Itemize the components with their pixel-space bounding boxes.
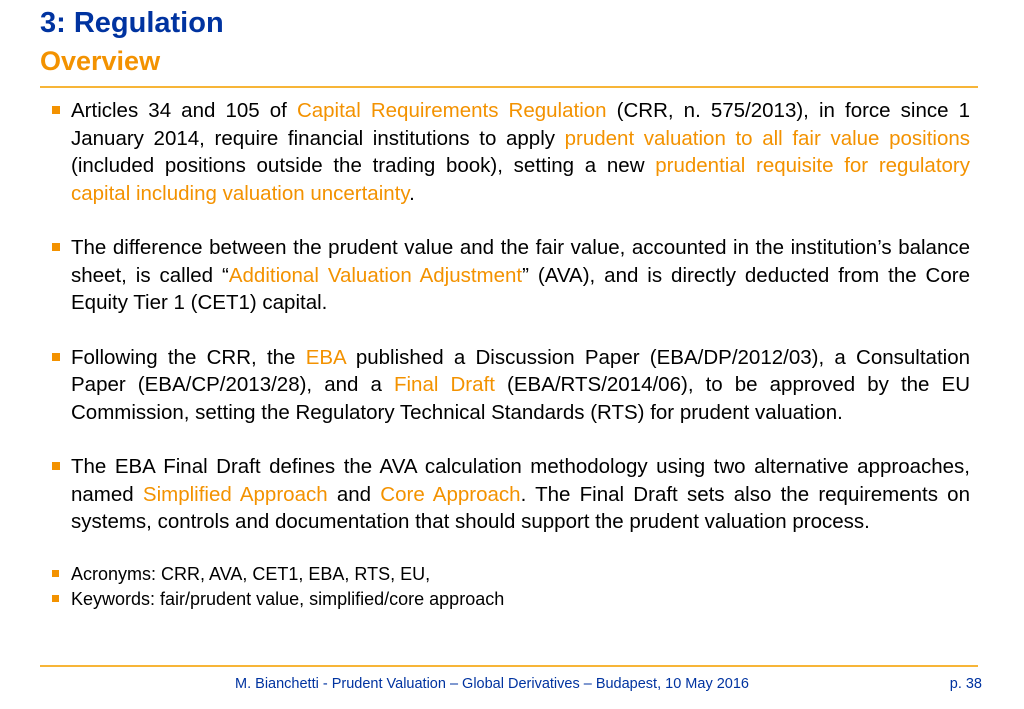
- note-text: Acronyms: CRR, AVA, CET1, EBA, RTS, EU,: [71, 563, 431, 584]
- bullet-list: [52, 97, 970, 612]
- header-divider: [40, 86, 978, 88]
- segment-text: The difference between the prudent value and the fair value, accounted in the institution’s balance sheet, is called “: [71, 236, 970, 287]
- segment-text: (CRR, n. 575/2013), in force since 1 January 2014, require financial institutions to apply: [71, 99, 970, 150]
- bullet-item: [52, 344, 970, 427]
- highlight-text: Final Draft: [393, 373, 495, 396]
- bullet-square-icon: [52, 353, 60, 361]
- bullet-item: [52, 234, 970, 317]
- segment-text: Following the CRR, the: [71, 345, 306, 369]
- bullet-square-icon: [52, 243, 60, 251]
- bullet-square-icon: [52, 570, 59, 577]
- acronyms-note: [52, 562, 970, 587]
- highlight-text: prudent valuation to all fair value positions: [564, 126, 970, 150]
- segment-text: .: [409, 181, 415, 205]
- segment-text: published a Discussion Paper (EBA/DP/2012/03), a Consultation Paper (EBA/CP/2013/28), and a: [71, 345, 970, 396]
- footer-divider: [40, 665, 978, 667]
- page-subtitle: Overview: [40, 46, 161, 76]
- highlight-text: Simplified Approach: [142, 482, 328, 506]
- highlight-text: Core Approach: [380, 482, 521, 506]
- segment-text: ” (AVA), and is directly deducted from the Core Equity Tier 1 (CET1) capital.: [71, 263, 970, 314]
- page-title: 3: Regulation: [40, 7, 224, 39]
- bullet-square-icon: [52, 106, 60, 114]
- segment-text: . The Final Draft sets also the requirements on systems, controls and documentation that should support the prudent valuation process.: [71, 482, 970, 533]
- highlight-text: EBA: [305, 345, 346, 369]
- note-text: Keywords: fair/prudent value, simplified/core approach: [71, 588, 505, 609]
- bullet-item: [52, 97, 970, 207]
- highlight-text: prudential requisite for regulatory capital including valuation uncertainty: [71, 154, 970, 205]
- segment-text: Articles 34 and 105 of: [71, 99, 297, 122]
- segment-text: and: [327, 482, 381, 506]
- segment-text: (EBA/RTS/2014/06), to be approved by the EU Commission, setting the Regulatory Technical Standards (RTS) for prudent valuation.: [71, 373, 971, 424]
- segment-text: The EBA Final Draft defines the AVA calculation methodology using two alternative approaches, named: [71, 455, 970, 506]
- page-number: p. 38: [949, 676, 982, 692]
- bullet-item: [52, 453, 970, 536]
- keywords-note: [52, 587, 970, 612]
- bullet-square-icon: [52, 595, 59, 602]
- highlight-text: Capital Requirements Regulation: [296, 99, 607, 122]
- segment-text: (included positions outside the trading book), setting a new: [71, 154, 656, 177]
- footer-citation: M. Bianchetti - Prudent Valuation – Global Derivatives – Budapest, 10 May 2016: [235, 676, 749, 692]
- bullet-square-icon: [52, 462, 60, 470]
- highlight-text: Additional Valuation Adjustment: [228, 263, 523, 287]
